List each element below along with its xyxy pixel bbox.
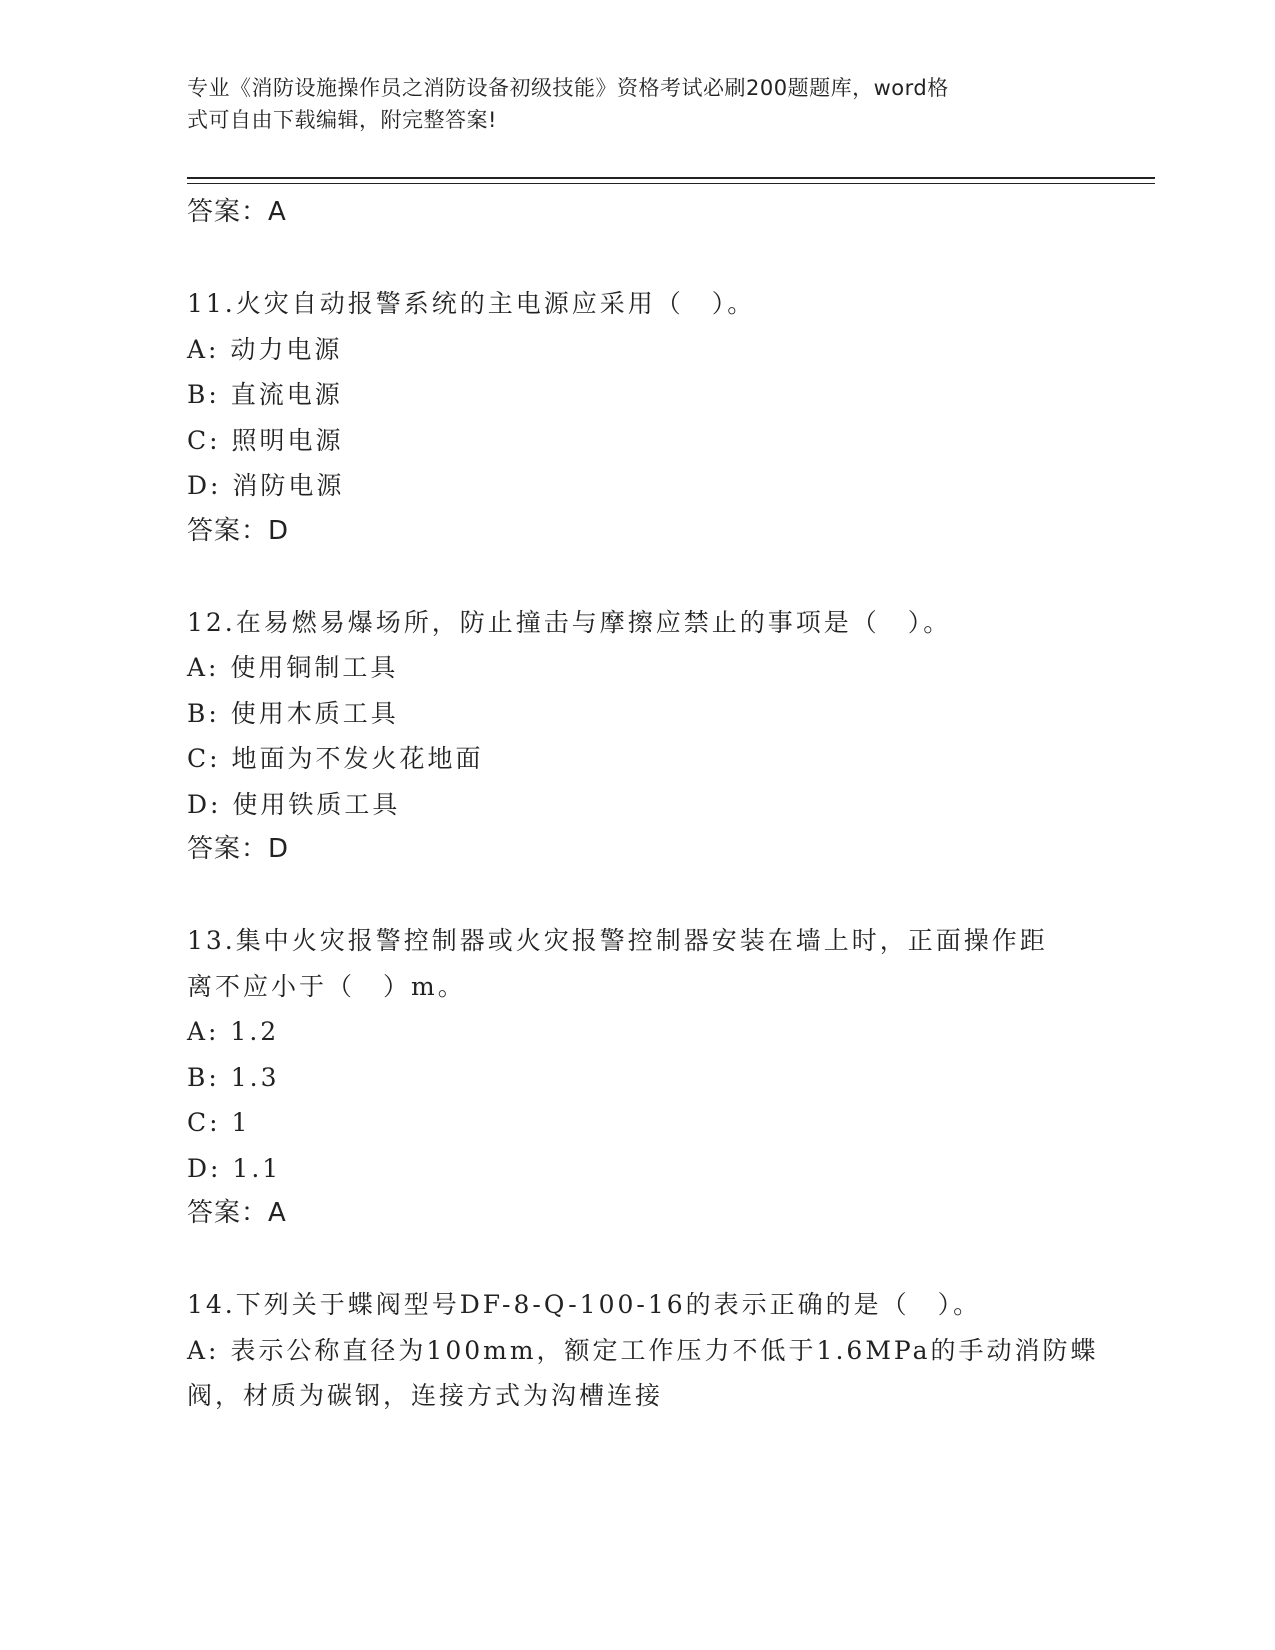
option-a: A: 动力电源 [187, 334, 343, 364]
header-line-1: 专业《消防设施操作员之消防设备初级技能》资格考试必刷200题题库，word格 [187, 76, 949, 100]
question-stem-line-2: 离不应小于（ ）m。 [187, 971, 466, 1001]
option-d: D: 1.1 [187, 1153, 282, 1183]
option-a: A: 1.2 [187, 1017, 280, 1046]
option-b: B: 1.3 [187, 1062, 280, 1092]
option-c: C: 照明电源 [187, 425, 344, 455]
header-line-2: 式可自由下载编辑，附完整答案! [187, 108, 497, 132]
question-list [187, 190, 1099, 1419]
question-stem: 14.下列关于蝶阀型号DF-8-Q-100-16的表示正确的是（ ）。 [187, 1290, 982, 1319]
header-divider-thin [187, 183, 1155, 184]
option-a-line-1: A: 表示公称直径为100mm，额定工作压力不低于1.6MPa的手动消防蝶 [187, 1335, 1099, 1365]
option-b: B: 使用木质工具 [187, 698, 399, 728]
answer: 答案：A [187, 1198, 287, 1228]
header-divider-thick [187, 177, 1155, 179]
answer: 答案：D [187, 515, 290, 546]
answer: 答案：D [187, 834, 290, 864]
option-c: C: 地面为不发火花地面 [187, 744, 484, 773]
previous-answer: 答案：A [187, 197, 287, 227]
question-stem: 12.在易燃易爆场所，防止撞击与摩擦应禁止的事项是（ ）。 [187, 607, 952, 637]
question-stem-line-1: 13.集中火灾报警控制器或火灾报警控制器安装在墙上时，正面操作距 [187, 926, 1048, 955]
option-b: B: 直流电源 [187, 380, 343, 409]
question-14 [187, 1282, 1099, 1419]
question-13 [187, 918, 1087, 1237]
question-12 [187, 600, 1087, 873]
question-11 [187, 281, 1087, 554]
document-header [187, 72, 1067, 136]
option-c: C: 1 [187, 1108, 251, 1137]
option-a: A: 使用铜制工具 [187, 653, 399, 682]
option-d: D: 使用铁质工具 [187, 789, 401, 819]
question-stem: 11.火灾自动报警系统的主电源应采用（ ）。 [187, 289, 756, 318]
option-a-line-2: 阀，材质为碳钢，连接方式为沟槽连接 [187, 1381, 664, 1410]
option-d: D: 消防电源 [187, 471, 345, 500]
